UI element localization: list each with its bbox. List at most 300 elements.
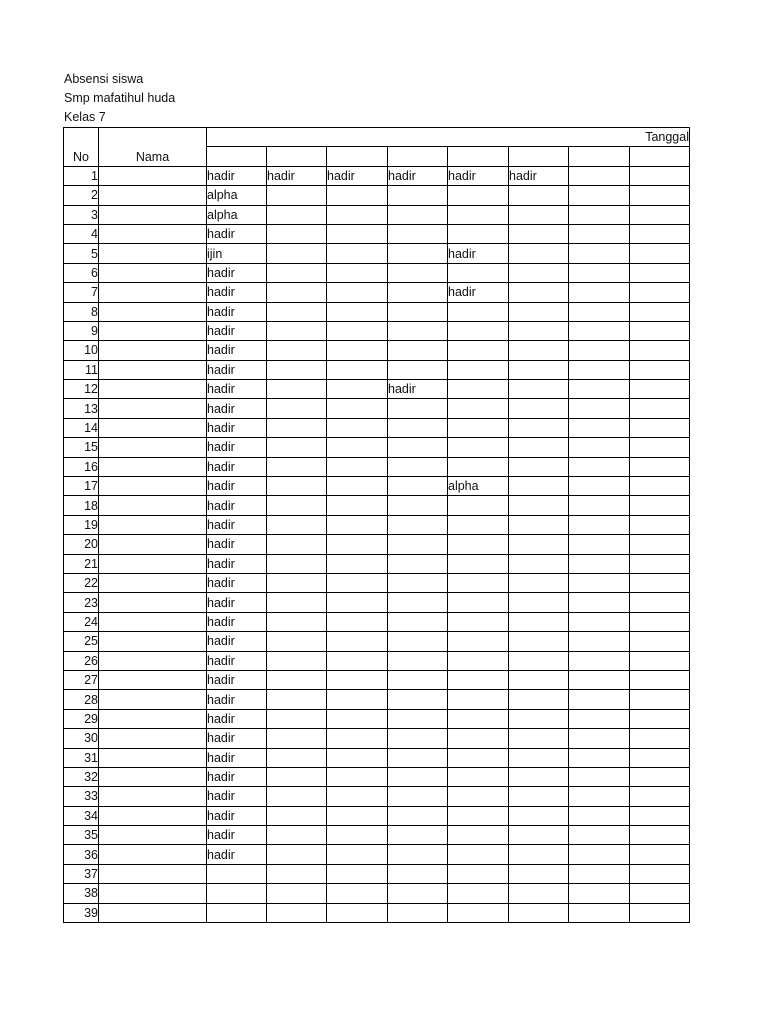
- attendance-cell[interactable]: [448, 903, 509, 922]
- attendance-cell[interactable]: [207, 903, 267, 922]
- attendance-cell[interactable]: [509, 321, 569, 340]
- attendance-cell[interactable]: [327, 224, 388, 243]
- date-cell[interactable]: [327, 147, 388, 166]
- row-number-cell[interactable]: 3: [64, 205, 99, 224]
- attendance-cell[interactable]: [569, 496, 630, 515]
- attendance-cell[interactable]: [569, 806, 630, 825]
- attendance-cell[interactable]: [448, 709, 509, 728]
- attendance-cell[interactable]: [509, 670, 569, 689]
- attendance-cell[interactable]: [327, 438, 388, 457]
- attendance-cell[interactable]: [630, 632, 690, 651]
- attendance-cell[interactable]: [327, 380, 388, 399]
- attendance-cell[interactable]: [630, 884, 690, 903]
- row-number-cell[interactable]: 14: [64, 418, 99, 437]
- attendance-cell[interactable]: [448, 845, 509, 864]
- student-name-cell[interactable]: [99, 302, 207, 321]
- student-name-cell[interactable]: [99, 515, 207, 534]
- attendance-cell[interactable]: [448, 418, 509, 437]
- attendance-cell[interactable]: hadir: [448, 166, 509, 185]
- attendance-cell[interactable]: [630, 670, 690, 689]
- attendance-cell[interactable]: [267, 438, 327, 457]
- attendance-cell[interactable]: [327, 263, 388, 282]
- row-number-cell[interactable]: 13: [64, 399, 99, 418]
- attendance-cell[interactable]: [509, 806, 569, 825]
- attendance-cell[interactable]: [569, 438, 630, 457]
- attendance-cell[interactable]: [630, 535, 690, 554]
- attendance-cell[interactable]: [388, 612, 448, 631]
- attendance-cell[interactable]: [509, 729, 569, 748]
- row-number-cell[interactable]: 12: [64, 380, 99, 399]
- row-number-cell[interactable]: 7: [64, 283, 99, 302]
- attendance-cell[interactable]: hadir: [327, 166, 388, 185]
- attendance-cell[interactable]: [569, 380, 630, 399]
- attendance-cell[interactable]: [509, 224, 569, 243]
- row-number-cell[interactable]: 10: [64, 341, 99, 360]
- attendance-cell[interactable]: [448, 535, 509, 554]
- attendance-cell[interactable]: [327, 864, 388, 883]
- student-name-cell[interactable]: [99, 360, 207, 379]
- attendance-cell[interactable]: [630, 845, 690, 864]
- row-number-cell[interactable]: 38: [64, 884, 99, 903]
- attendance-cell[interactable]: [267, 593, 327, 612]
- student-name-cell[interactable]: [99, 380, 207, 399]
- attendance-cell[interactable]: [267, 283, 327, 302]
- attendance-cell[interactable]: [569, 573, 630, 592]
- attendance-cell[interactable]: [630, 767, 690, 786]
- attendance-cell[interactable]: hadir: [207, 690, 267, 709]
- attendance-cell[interactable]: hadir: [388, 380, 448, 399]
- attendance-cell[interactable]: [388, 748, 448, 767]
- attendance-cell[interactable]: [630, 283, 690, 302]
- student-name-cell[interactable]: [99, 651, 207, 670]
- attendance-cell[interactable]: hadir: [207, 729, 267, 748]
- attendance-cell[interactable]: [448, 321, 509, 340]
- attendance-cell[interactable]: [448, 806, 509, 825]
- attendance-cell[interactable]: [267, 573, 327, 592]
- attendance-cell[interactable]: [267, 709, 327, 728]
- attendance-cell[interactable]: [569, 826, 630, 845]
- attendance-cell[interactable]: [327, 651, 388, 670]
- attendance-cell[interactable]: [569, 515, 630, 534]
- attendance-cell[interactable]: [388, 244, 448, 263]
- attendance-cell[interactable]: [267, 496, 327, 515]
- attendance-cell[interactable]: [448, 787, 509, 806]
- attendance-cell[interactable]: [509, 690, 569, 709]
- row-number-cell[interactable]: 36: [64, 845, 99, 864]
- row-number-cell[interactable]: 16: [64, 457, 99, 476]
- attendance-cell[interactable]: [448, 186, 509, 205]
- attendance-cell[interactable]: [327, 360, 388, 379]
- student-name-cell[interactable]: [99, 535, 207, 554]
- student-name-cell[interactable]: [99, 903, 207, 922]
- attendance-cell[interactable]: [569, 360, 630, 379]
- attendance-cell[interactable]: [569, 205, 630, 224]
- attendance-cell[interactable]: [388, 709, 448, 728]
- attendance-cell[interactable]: [630, 709, 690, 728]
- attendance-cell[interactable]: [267, 670, 327, 689]
- attendance-cell[interactable]: [448, 593, 509, 612]
- attendance-cell[interactable]: [630, 224, 690, 243]
- attendance-cell[interactable]: [448, 263, 509, 282]
- attendance-cell[interactable]: [569, 670, 630, 689]
- attendance-cell[interactable]: hadir: [207, 593, 267, 612]
- attendance-cell[interactable]: [569, 535, 630, 554]
- attendance-cell[interactable]: [267, 864, 327, 883]
- student-name-cell[interactable]: [99, 709, 207, 728]
- attendance-cell[interactable]: [509, 593, 569, 612]
- attendance-cell[interactable]: [569, 166, 630, 185]
- attendance-cell[interactable]: [569, 283, 630, 302]
- attendance-cell[interactable]: [509, 438, 569, 457]
- attendance-cell[interactable]: [388, 593, 448, 612]
- attendance-cell[interactable]: [569, 845, 630, 864]
- attendance-cell[interactable]: [267, 399, 327, 418]
- attendance-cell[interactable]: [569, 884, 630, 903]
- attendance-cell[interactable]: [327, 845, 388, 864]
- attendance-cell[interactable]: hadir: [267, 166, 327, 185]
- attendance-cell[interactable]: [630, 321, 690, 340]
- attendance-cell[interactable]: hadir: [207, 787, 267, 806]
- attendance-cell[interactable]: [509, 884, 569, 903]
- attendance-cell[interactable]: [509, 573, 569, 592]
- attendance-cell[interactable]: hadir: [448, 283, 509, 302]
- attendance-cell[interactable]: [388, 632, 448, 651]
- attendance-cell[interactable]: [267, 806, 327, 825]
- attendance-cell[interactable]: hadir: [207, 806, 267, 825]
- attendance-cell[interactable]: hadir: [207, 826, 267, 845]
- row-number-cell[interactable]: 23: [64, 593, 99, 612]
- attendance-cell[interactable]: [569, 690, 630, 709]
- attendance-cell[interactable]: [448, 729, 509, 748]
- attendance-cell[interactable]: [509, 399, 569, 418]
- attendance-cell[interactable]: [509, 787, 569, 806]
- attendance-cell[interactable]: hadir: [207, 496, 267, 515]
- attendance-cell[interactable]: [448, 341, 509, 360]
- attendance-cell[interactable]: [569, 864, 630, 883]
- row-number-cell[interactable]: 27: [64, 670, 99, 689]
- attendance-cell[interactable]: [327, 593, 388, 612]
- attendance-cell[interactable]: [509, 496, 569, 515]
- row-number-cell[interactable]: 11: [64, 360, 99, 379]
- attendance-cell[interactable]: [267, 884, 327, 903]
- attendance-cell[interactable]: hadir: [207, 418, 267, 437]
- student-name-cell[interactable]: [99, 457, 207, 476]
- attendance-cell[interactable]: [388, 670, 448, 689]
- attendance-cell[interactable]: [267, 748, 327, 767]
- attendance-cell[interactable]: [569, 709, 630, 728]
- attendance-cell[interactable]: [388, 496, 448, 515]
- student-name-cell[interactable]: [99, 205, 207, 224]
- attendance-cell[interactable]: [327, 632, 388, 651]
- attendance-cell[interactable]: ijin: [207, 244, 267, 263]
- attendance-cell[interactable]: [630, 554, 690, 573]
- attendance-cell[interactable]: [327, 515, 388, 534]
- student-name-cell[interactable]: [99, 418, 207, 437]
- attendance-cell[interactable]: [630, 205, 690, 224]
- attendance-cell[interactable]: [267, 263, 327, 282]
- attendance-cell[interactable]: [630, 593, 690, 612]
- attendance-cell[interactable]: [388, 360, 448, 379]
- attendance-cell[interactable]: [388, 205, 448, 224]
- attendance-cell[interactable]: [388, 845, 448, 864]
- attendance-cell[interactable]: [207, 884, 267, 903]
- attendance-cell[interactable]: hadir: [207, 748, 267, 767]
- attendance-cell[interactable]: [327, 709, 388, 728]
- attendance-cell[interactable]: [448, 573, 509, 592]
- attendance-cell[interactable]: [327, 399, 388, 418]
- attendance-cell[interactable]: [388, 806, 448, 825]
- attendance-cell[interactable]: hadir: [207, 263, 267, 282]
- attendance-cell[interactable]: hadir: [207, 651, 267, 670]
- attendance-cell[interactable]: [509, 554, 569, 573]
- student-name-cell[interactable]: [99, 864, 207, 883]
- attendance-cell[interactable]: [327, 826, 388, 845]
- attendance-cell[interactable]: [267, 205, 327, 224]
- student-name-cell[interactable]: [99, 263, 207, 282]
- attendance-cell[interactable]: [630, 496, 690, 515]
- attendance-cell[interactable]: [267, 380, 327, 399]
- student-name-cell[interactable]: [99, 341, 207, 360]
- attendance-cell[interactable]: [569, 457, 630, 476]
- attendance-cell[interactable]: [267, 651, 327, 670]
- attendance-cell[interactable]: [327, 787, 388, 806]
- attendance-cell[interactable]: hadir: [207, 612, 267, 631]
- attendance-cell[interactable]: [327, 748, 388, 767]
- row-number-cell[interactable]: 39: [64, 903, 99, 922]
- attendance-cell[interactable]: [267, 186, 327, 205]
- attendance-cell[interactable]: [267, 341, 327, 360]
- row-number-cell[interactable]: 31: [64, 748, 99, 767]
- attendance-cell[interactable]: hadir: [207, 399, 267, 418]
- attendance-cell[interactable]: [448, 651, 509, 670]
- row-number-cell[interactable]: 26: [64, 651, 99, 670]
- attendance-cell[interactable]: [569, 903, 630, 922]
- student-name-cell[interactable]: [99, 729, 207, 748]
- attendance-cell[interactable]: [448, 884, 509, 903]
- attendance-cell[interactable]: [448, 399, 509, 418]
- attendance-cell[interactable]: [509, 632, 569, 651]
- attendance-cell[interactable]: [509, 263, 569, 282]
- student-name-cell[interactable]: [99, 573, 207, 592]
- row-number-cell[interactable]: 15: [64, 438, 99, 457]
- attendance-cell[interactable]: [630, 651, 690, 670]
- attendance-cell[interactable]: [267, 554, 327, 573]
- attendance-cell[interactable]: [448, 380, 509, 399]
- attendance-cell[interactable]: [267, 321, 327, 340]
- row-number-cell[interactable]: 30: [64, 729, 99, 748]
- attendance-cell[interactable]: [327, 186, 388, 205]
- attendance-cell[interactable]: [267, 302, 327, 321]
- row-number-cell[interactable]: 29: [64, 709, 99, 728]
- attendance-cell[interactable]: [569, 651, 630, 670]
- attendance-cell[interactable]: [630, 690, 690, 709]
- student-name-cell[interactable]: [99, 244, 207, 263]
- attendance-cell[interactable]: hadir: [448, 244, 509, 263]
- attendance-cell[interactable]: [630, 806, 690, 825]
- attendance-cell[interactable]: [509, 535, 569, 554]
- attendance-cell[interactable]: [267, 787, 327, 806]
- student-name-cell[interactable]: [99, 399, 207, 418]
- row-number-cell[interactable]: 1: [64, 166, 99, 185]
- attendance-cell[interactable]: [327, 729, 388, 748]
- attendance-cell[interactable]: [509, 748, 569, 767]
- attendance-cell[interactable]: [630, 729, 690, 748]
- attendance-cell[interactable]: hadir: [207, 709, 267, 728]
- attendance-cell[interactable]: [509, 767, 569, 786]
- attendance-cell[interactable]: [569, 748, 630, 767]
- attendance-cell[interactable]: [630, 166, 690, 185]
- attendance-cell[interactable]: [569, 244, 630, 263]
- attendance-cell[interactable]: [448, 438, 509, 457]
- attendance-cell[interactable]: [327, 496, 388, 515]
- student-name-cell[interactable]: [99, 477, 207, 496]
- attendance-cell[interactable]: [509, 418, 569, 437]
- row-number-cell[interactable]: 24: [64, 612, 99, 631]
- row-number-cell[interactable]: 9: [64, 321, 99, 340]
- attendance-cell[interactable]: alpha: [207, 186, 267, 205]
- attendance-cell[interactable]: [267, 515, 327, 534]
- attendance-cell[interactable]: [509, 302, 569, 321]
- attendance-cell[interactable]: [327, 806, 388, 825]
- attendance-cell[interactable]: [327, 244, 388, 263]
- attendance-cell[interactable]: [267, 845, 327, 864]
- row-number-cell[interactable]: 17: [64, 477, 99, 496]
- attendance-cell[interactable]: [327, 612, 388, 631]
- attendance-cell[interactable]: [448, 767, 509, 786]
- attendance-cell[interactable]: [388, 341, 448, 360]
- attendance-cell[interactable]: [569, 554, 630, 573]
- attendance-cell[interactable]: [327, 302, 388, 321]
- attendance-cell[interactable]: [630, 457, 690, 476]
- row-number-cell[interactable]: 5: [64, 244, 99, 263]
- attendance-cell[interactable]: [388, 438, 448, 457]
- attendance-cell[interactable]: [448, 515, 509, 534]
- student-name-cell[interactable]: [99, 748, 207, 767]
- attendance-cell[interactable]: [569, 341, 630, 360]
- student-name-cell[interactable]: [99, 690, 207, 709]
- attendance-cell[interactable]: [267, 477, 327, 496]
- attendance-cell[interactable]: [327, 884, 388, 903]
- attendance-cell[interactable]: [569, 224, 630, 243]
- row-number-cell[interactable]: 6: [64, 263, 99, 282]
- attendance-cell[interactable]: [569, 302, 630, 321]
- attendance-cell[interactable]: [630, 418, 690, 437]
- attendance-cell[interactable]: [388, 651, 448, 670]
- attendance-cell[interactable]: [388, 690, 448, 709]
- student-name-cell[interactable]: [99, 845, 207, 864]
- attendance-cell[interactable]: hadir: [207, 670, 267, 689]
- attendance-cell[interactable]: [569, 263, 630, 282]
- attendance-cell[interactable]: hadir: [207, 438, 267, 457]
- attendance-cell[interactable]: [569, 787, 630, 806]
- attendance-cell[interactable]: [448, 205, 509, 224]
- attendance-cell[interactable]: [388, 903, 448, 922]
- attendance-cell[interactable]: hadir: [207, 360, 267, 379]
- student-name-cell[interactable]: [99, 438, 207, 457]
- attendance-cell[interactable]: [388, 186, 448, 205]
- attendance-cell[interactable]: [509, 186, 569, 205]
- attendance-cell[interactable]: [267, 690, 327, 709]
- student-name-cell[interactable]: [99, 496, 207, 515]
- attendance-cell[interactable]: hadir: [207, 166, 267, 185]
- attendance-cell[interactable]: [630, 864, 690, 883]
- attendance-cell[interactable]: hadir: [207, 302, 267, 321]
- attendance-cell[interactable]: [448, 864, 509, 883]
- attendance-cell[interactable]: [388, 283, 448, 302]
- attendance-cell[interactable]: [388, 573, 448, 592]
- attendance-cell[interactable]: [267, 903, 327, 922]
- attendance-cell[interactable]: hadir: [207, 515, 267, 534]
- attendance-cell[interactable]: [630, 302, 690, 321]
- attendance-cell[interactable]: [327, 205, 388, 224]
- attendance-cell[interactable]: hadir: [207, 632, 267, 651]
- attendance-cell[interactable]: [267, 729, 327, 748]
- attendance-cell[interactable]: [509, 380, 569, 399]
- attendance-cell[interactable]: [569, 612, 630, 631]
- attendance-cell[interactable]: [569, 418, 630, 437]
- attendance-cell[interactable]: hadir: [207, 573, 267, 592]
- attendance-cell[interactable]: alpha: [448, 477, 509, 496]
- row-number-cell[interactable]: 28: [64, 690, 99, 709]
- attendance-cell[interactable]: [509, 360, 569, 379]
- row-number-cell[interactable]: 18: [64, 496, 99, 515]
- student-name-cell[interactable]: [99, 806, 207, 825]
- attendance-cell[interactable]: [327, 457, 388, 476]
- attendance-cell[interactable]: [388, 864, 448, 883]
- attendance-cell[interactable]: hadir: [207, 283, 267, 302]
- attendance-cell[interactable]: [388, 884, 448, 903]
- attendance-cell[interactable]: [569, 729, 630, 748]
- row-number-cell[interactable]: 35: [64, 826, 99, 845]
- attendance-cell[interactable]: [388, 224, 448, 243]
- attendance-cell[interactable]: [388, 418, 448, 437]
- attendance-cell[interactable]: [509, 651, 569, 670]
- row-number-cell[interactable]: 33: [64, 787, 99, 806]
- date-cell[interactable]: [630, 147, 690, 166]
- date-cell[interactable]: [448, 147, 509, 166]
- student-name-cell[interactable]: [99, 593, 207, 612]
- attendance-cell[interactable]: [509, 826, 569, 845]
- student-name-cell[interactable]: [99, 554, 207, 573]
- student-name-cell[interactable]: [99, 224, 207, 243]
- attendance-cell[interactable]: [630, 573, 690, 592]
- row-number-cell[interactable]: 4: [64, 224, 99, 243]
- attendance-cell[interactable]: hadir: [207, 321, 267, 340]
- attendance-cell[interactable]: [388, 767, 448, 786]
- attendance-cell[interactable]: [267, 632, 327, 651]
- attendance-cell[interactable]: [630, 515, 690, 534]
- attendance-cell[interactable]: hadir: [388, 166, 448, 185]
- student-name-cell[interactable]: [99, 321, 207, 340]
- attendance-cell[interactable]: hadir: [207, 380, 267, 399]
- attendance-cell[interactable]: [267, 244, 327, 263]
- attendance-cell[interactable]: [569, 186, 630, 205]
- attendance-cell[interactable]: [569, 477, 630, 496]
- attendance-cell[interactable]: [509, 341, 569, 360]
- student-name-cell[interactable]: [99, 767, 207, 786]
- attendance-cell[interactable]: [509, 515, 569, 534]
- attendance-cell[interactable]: [267, 224, 327, 243]
- attendance-cell[interactable]: [388, 515, 448, 534]
- attendance-cell[interactable]: [388, 729, 448, 748]
- attendance-cell[interactable]: [630, 612, 690, 631]
- student-name-cell[interactable]: [99, 186, 207, 205]
- attendance-cell[interactable]: [630, 341, 690, 360]
- attendance-cell[interactable]: [388, 535, 448, 554]
- attendance-cell[interactable]: [569, 399, 630, 418]
- attendance-cell[interactable]: [267, 535, 327, 554]
- attendance-cell[interactable]: [388, 263, 448, 282]
